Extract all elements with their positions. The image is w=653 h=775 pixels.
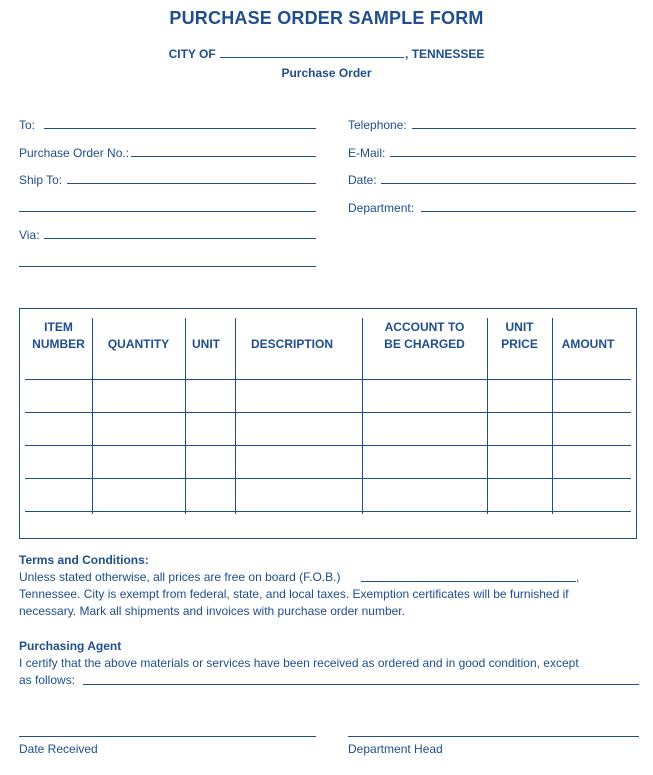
city-name-field[interactable] <box>220 47 404 58</box>
ship-to-field[interactable] <box>67 183 316 184</box>
email-label: E-Mail: <box>348 146 386 160</box>
city-suffix: , TENNESSEE <box>405 47 485 61</box>
exceptions-field[interactable] <box>83 684 639 685</box>
table-row[interactable] <box>25 379 631 380</box>
date-label: Date: <box>348 173 377 187</box>
column-divider <box>235 318 236 514</box>
form-subtitle: Purchase Order <box>281 66 372 80</box>
department-label: Department: <box>348 201 415 215</box>
city-row <box>0 47 653 61</box>
table-row[interactable] <box>25 511 631 512</box>
po-number-field[interactable] <box>131 156 316 157</box>
fob-location-field[interactable] <box>361 581 576 582</box>
po-number-label: Purchase Order No.: <box>19 146 130 160</box>
date-received-label: Date Received <box>19 742 98 756</box>
telephone-label: Telephone: <box>348 118 407 132</box>
agent-heading: Purchasing Agent <box>19 639 122 653</box>
column-header-amount: AMOUNT <box>561 337 615 351</box>
ship-to-field-line-2[interactable] <box>19 211 316 212</box>
to-label: To: <box>19 118 36 132</box>
table-row[interactable] <box>25 412 631 413</box>
date-received-field[interactable] <box>19 736 316 737</box>
to-field[interactable] <box>44 128 316 129</box>
date-field[interactable] <box>381 183 636 184</box>
department-field[interactable] <box>421 211 636 212</box>
via-label: Via: <box>19 228 40 242</box>
terms-heading: Terms and Conditions: <box>19 553 149 567</box>
city-prefix: CITY OF <box>168 47 216 61</box>
agent-line-1: I certify that the above materials or services have been received as ordered and in good condition, except <box>19 656 579 670</box>
via-field[interactable] <box>44 238 316 239</box>
email-field[interactable] <box>390 156 636 157</box>
via-field-line-2[interactable] <box>19 266 316 267</box>
agent-line-2: as follows: <box>19 673 76 687</box>
column-header-unit-price: UNIT PRICE <box>501 320 538 351</box>
telephone-field[interactable] <box>412 128 636 129</box>
terms-line-1: Unless stated otherwise, all prices are free on board (F.O.B.) <box>19 570 341 584</box>
column-header-account: ACCOUNT TO BE CHARGED <box>384 320 465 351</box>
department-head-label: Department Head <box>348 742 443 756</box>
table-row[interactable] <box>25 478 631 479</box>
terms-line-1-comma: , <box>576 570 580 584</box>
column-header-quantity: QUANTITY <box>107 337 170 351</box>
department-head-signature-field[interactable] <box>348 736 639 737</box>
column-header-description: DESCRIPTION <box>251 337 334 351</box>
form-title: PURCHASE ORDER SAMPLE FORM <box>169 8 484 28</box>
terms-line-2: Tennessee. City is exempt from federal, state, and local taxes. Exemption certificates will be furnished if <box>19 587 569 601</box>
column-header-item-number: ITEM NUMBER <box>32 320 85 351</box>
table-row[interactable] <box>25 445 631 446</box>
terms-line-3: necessary. Mark all shipments and invoices with purchase order number. <box>19 604 405 618</box>
ship-to-label: Ship To: <box>19 173 63 187</box>
column-header-unit: UNIT <box>192 337 220 351</box>
